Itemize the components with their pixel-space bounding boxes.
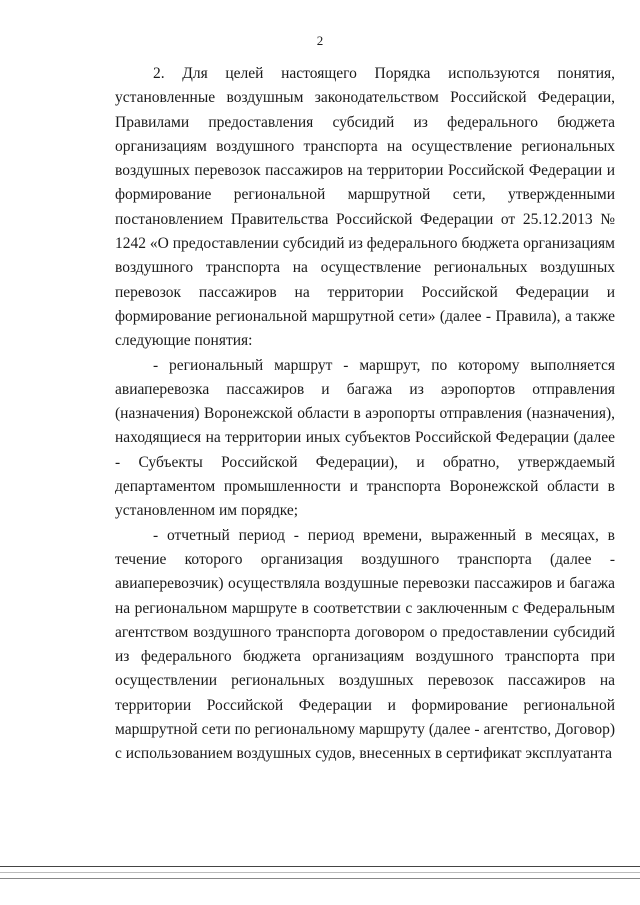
- paragraph-definitions-intro: 2. Для целей настоящего Порядка используются понятия, установленные воздушным законодательством Российской Федерации, Правилами предоставления субсидий из федерального бюджета организациям воздушного транспорта на осуществление региональных воздушных перевозок пассажиров на территории Российской Федерации и формирование региональной маршрутной сети, утвержденными постановлением Правительства Российской Федерации от 25.12.2013 № 1242 «О предоставлении субсидий из федерального бюджета организациям воздушного транспорта на осуществление региональных воздушных перевозок пассажиров на территории Российской Федерации и формирование региональной маршрутной сети» (далее - Правила), а также следующие понятия:: [115, 65, 615, 350]
- scan-edge-line: [0, 878, 640, 879]
- scan-edge-line: [0, 866, 640, 867]
- scan-edge-line: [0, 872, 640, 873]
- paragraph-regional-route: - региональный маршрут - маршрут, по которому выполняется авиаперевозка пассажиров и багажа из аэропортов отправления (назначения) Воронежской области в аэропорты отправления (назначения), находящиеся на территории иных субъектов Российской Федерации (далее - Субъекты Российской Федерации), и обратно, утверждаемый департаментом промышленности и транспорта Воронежской области в установленном им порядке;: [115, 356, 615, 520]
- page-number: 2: [316, 33, 324, 48]
- document-body: [115, 62, 615, 767]
- paragraph-reporting-period: - отчетный период - период времени, выраженный в месяцах, в течение которого организация воздушного транспорта (далее - авиаперевозчик) осуществляла воздушные перевозки пассажиров и багажа на региональном маршруте в соответствии с заключенным с Федеральным агентством воздушного транспорта договором о предоставлении субсидий из федерального бюджета организациям воздушного транспорта при осуществлении региональных воздушных перевозок пассажиров на территории Российской Федерации и формирование региональной маршрутной сети по региональному маршруту (далее - агентство, Договор) с использованием воздушных судов, внесенных в сертификат эксплуатанта: [115, 526, 615, 763]
